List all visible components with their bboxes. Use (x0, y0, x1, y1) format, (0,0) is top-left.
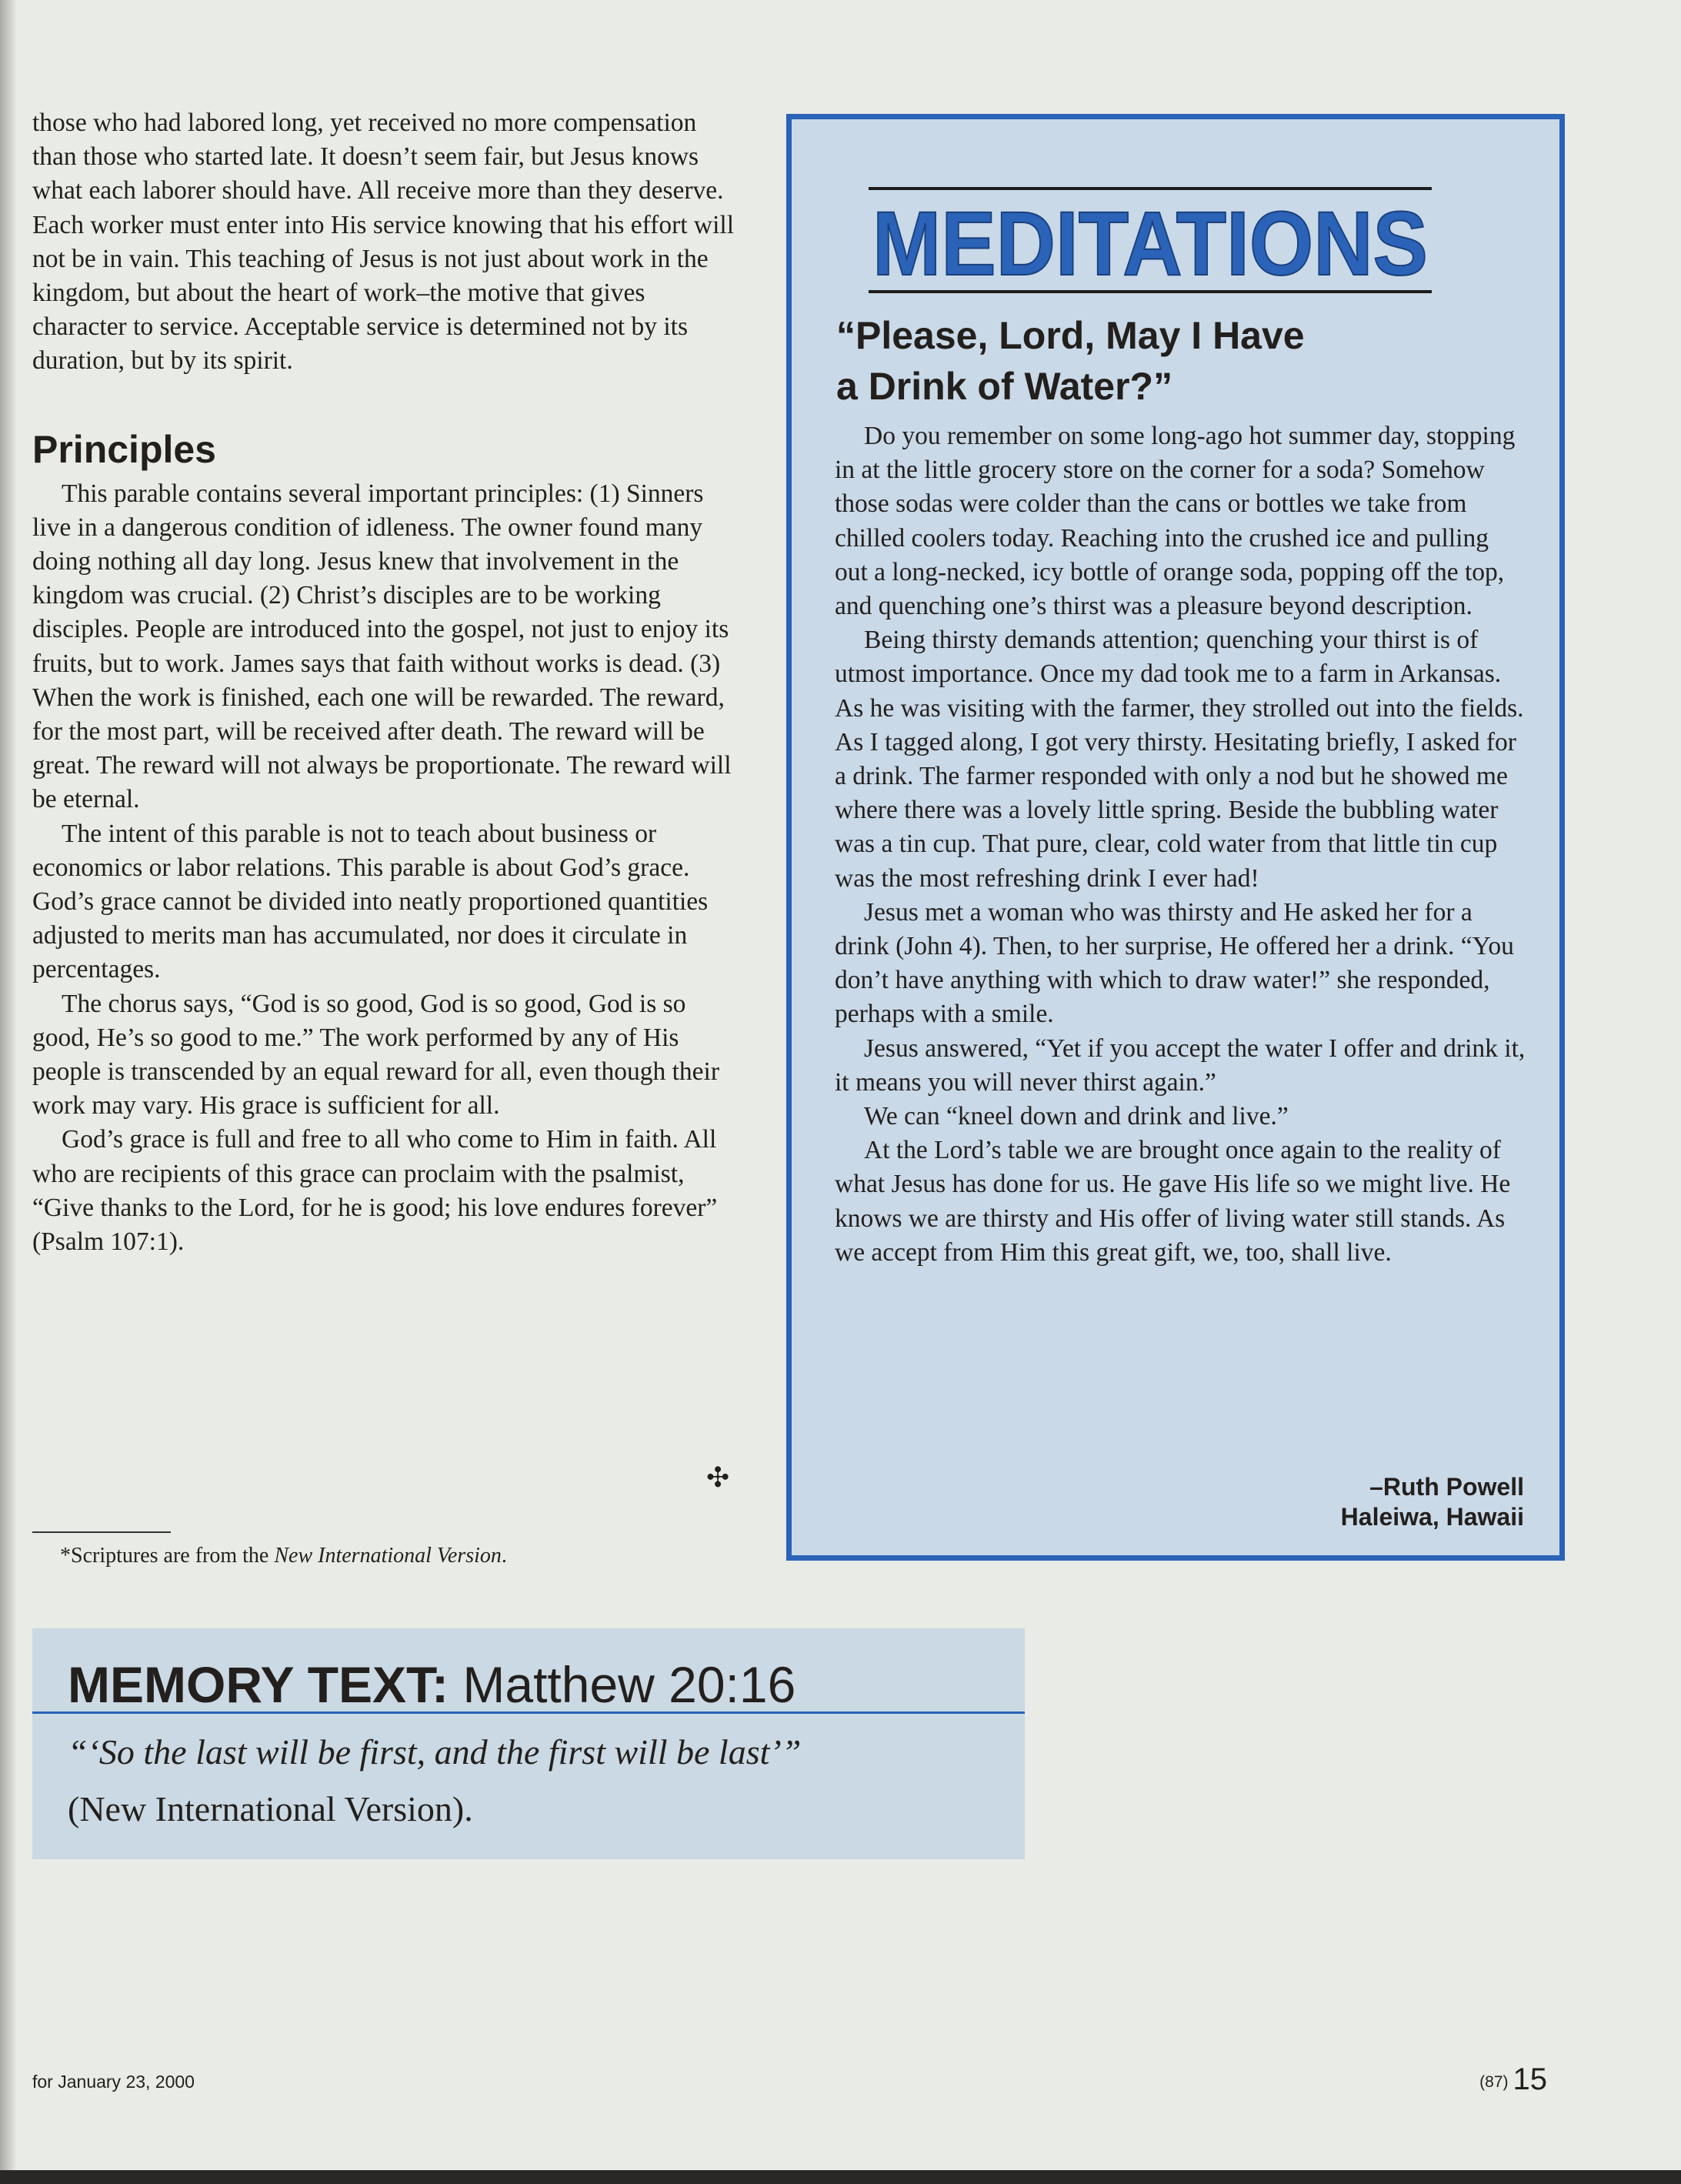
meditations-logo (869, 184, 1432, 298)
left-column (32, 106, 740, 1259)
memory-verse (68, 1724, 991, 1838)
memory-reference: Matthew 20:16 (449, 1656, 796, 1713)
memory-verse-version: (New International Version). (68, 1789, 473, 1828)
meditation-title-line: a Drink of Water?” (836, 365, 1173, 408)
memory-text-band (32, 1628, 1025, 1859)
page-bottom-edge (0, 2170, 1681, 2184)
footnote-prefix: *Scriptures are from the (60, 1544, 275, 1568)
author-name: –Ruth Powell (1369, 1473, 1524, 1501)
meditation-paragraph: Jesus answered, “Yet if you accept the water I offer and drink it, it means you will never thirst again.” (835, 1034, 1526, 1097)
meditation-byline (1341, 1472, 1524, 1532)
page-gutter-shadow (0, 0, 17, 2184)
page-number (1479, 2062, 1547, 2097)
issue-date: for January 23, 2000 (32, 2072, 195, 2092)
body-paragraph: God’s grace is full and free to all who come to Him in faith. All who are recipients of this grace can proclaim with the psalmist, “Give thanks to the Lord, for he is good; his love endures forever” (Psalm 107:1). (32, 1125, 718, 1257)
page-number-value: 15 (1513, 2062, 1547, 2096)
body-paragraph: The intent of this parable is not to teach about business or economics or labor relations. This parable is about God’s grace. God’s grace cannot be divided into neatly proportioned quantities adjusted to merits man has accumulated, nor does it circulate in percentages. (32, 819, 709, 984)
body-paragraph: This parable contains several important principles: (1) Sinners live in a dangerous condition of idleness. The owner found many doing nothing all day long. Jesus knew that involvement in the kingdom was crucial. (2) Christ’s disciples are to be working disciples. People are introduced into the gospel, not just to enjoy its fruits, but to work. James says that faith without works is dead. (3) When the work is finished, each one will be rewarded. The reward, for the most part, will be received after death. The reward will be great. The reward will not always be proportionate. The reward will be eternal. (32, 479, 732, 814)
author-location: Haleiwa, Hawaii (1340, 1503, 1524, 1531)
memory-divider (32, 1711, 1025, 1714)
meditations-logo-text: MEDITATIONS (872, 193, 1428, 295)
meditation-paragraph: Being thirsty demands attention; quenching your thirst is of utmost importance. Once my dad took me to a farm in Arkansas. As he was visiting with the farmer, they strolled out into the fields. As I tagged along, I got very thirsty. Hesitating briefly, I asked for a drink. The farmer responded with only a nod but he showed me where there was a lovely little spring. Beside the bubbling water was a tin cup. That pure, clear, cold water from that little tin cup was the most refreshing drink I ever had! (835, 626, 1524, 893)
footnote-version: New International Version (274, 1544, 502, 1568)
footnote (60, 1542, 507, 1570)
meditation-paragraph: Do you remember on some long-ago hot summer day, stopping in at the little grocery store on the corner for a soda? Somehow those sodas were colder than the cans or bottles we take from chilled coolers today. Reaching into the crushed ice and pulling out a long-necked, icy bottle of orange soda, popping off the top, and quenching one’s thirst was a pleasure beyond description. (835, 422, 1516, 621)
footnote-rule (32, 1531, 171, 1533)
memory-verse-quote: “‘So the last will be first, and the first will be last’” (68, 1732, 802, 1772)
memory-label: MEMORY TEXT: (68, 1656, 449, 1713)
meditations-box (786, 114, 1565, 1561)
principles-heading: Principles (32, 427, 216, 471)
memory-text-heading (68, 1656, 795, 1713)
meditation-title (836, 310, 1513, 412)
meditation-body (835, 419, 1527, 1270)
meditation-paragraph: We can “kneel down and drink and live.” (864, 1102, 1289, 1131)
intro-paragraph: those who had labored long, yet received no more compensation than those who started late. It doesn’t seem fair, but Jesus knows what each laborer should have. All receive more than they deserve. Each worker must enter into His service knowing that his effort will not be in vain. This teaching of Jesus is not just about work in the kingdom, but about the heart of work–the motive that gives character to service. Acceptable service is determined not by its duration, but by its spirit. (32, 109, 735, 376)
meditation-paragraph: At the Lord’s table we are brought once again to the reality of what Jesus has done for us. He gave His life so we might live. He knows we are thirsty and His offer of living water still stands. As we accept from Him this great gift, we, too, shall live. (835, 1136, 1511, 1267)
meditation-paragraph: Jesus met a woman who was thirsty and He asked her for a drink (John 4). Then, to her surprise, He offered her a drink. “You don’t have anything with which to draw water!” she responded, perhaps with a smile. (835, 897, 1514, 1029)
meditation-title-line: “Please, Lord, May I Have (836, 314, 1305, 357)
end-of-article-mark: ✣ (706, 1462, 730, 1493)
footnote-suffix: . (501, 1544, 507, 1568)
body-paragraph: The chorus says, “God is so good, God is so good, God is so good, He’s so good to me.” The work performed by any of His people is transcended by an equal reward for all, even though their work may vary. His grace is sufficient for all. (32, 989, 720, 1120)
page-code: (87) (1479, 2073, 1509, 2091)
